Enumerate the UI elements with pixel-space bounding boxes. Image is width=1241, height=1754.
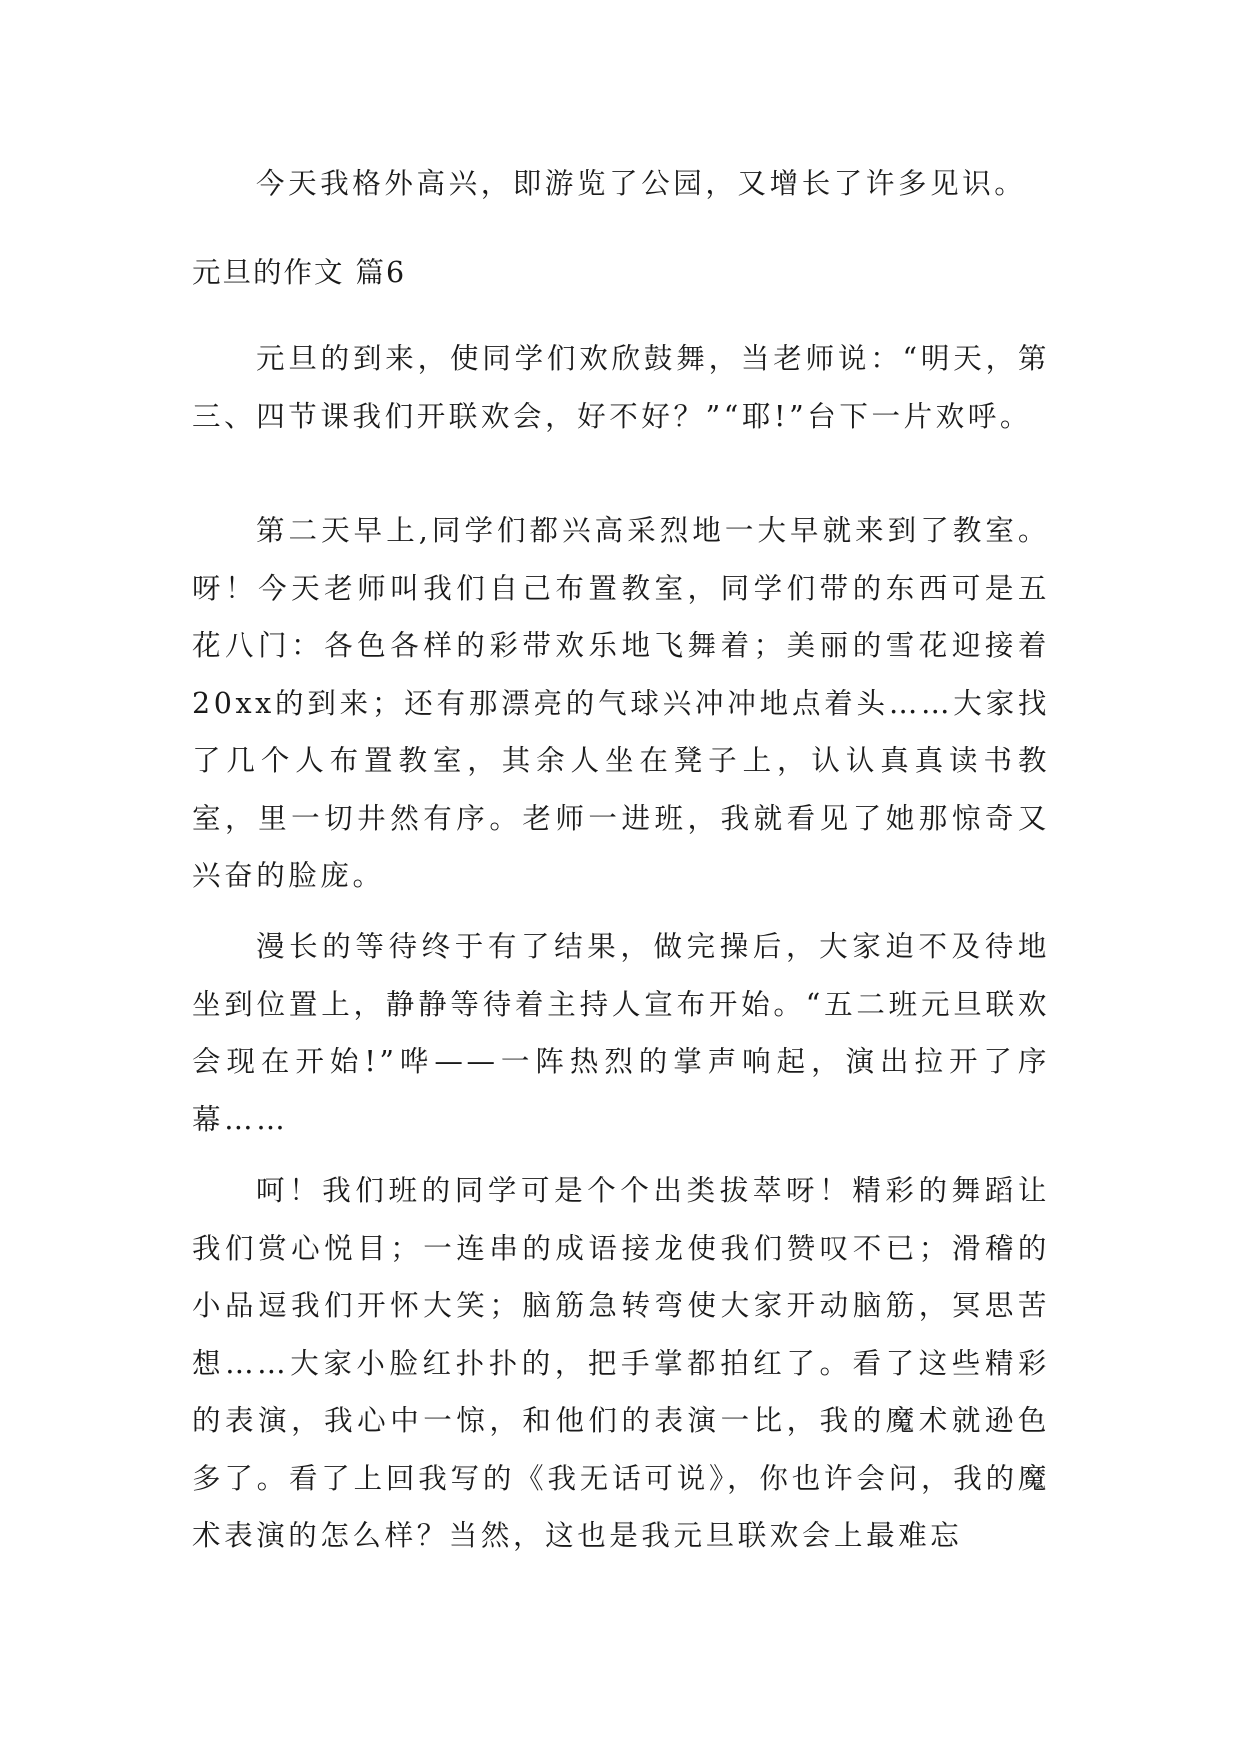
intro-paragraph: 今天我格外高兴，即游览了公园，又增长了许多见识。 <box>256 167 1027 200</box>
section-heading: 元旦的作文 篇6 <box>192 256 407 289</box>
body-paragraph: 元旦的到来，使同学们欢欣鼓舞，当老师说：“明天，第三、四节课我们开联欢会，好不好？”“耶!”台下一片欢呼。 <box>192 342 1050 433</box>
body-paragraph: 第二天早上,同学们都兴高采烈地一大早就来到了教室。呀！今天老师叫我们自己布置教室，同学们带的东西可是五花八门：各色各样的彩带欢乐地飞舞着；美丽的雪花迎接着20xx的到来；还有那漂亮的气球兴冲冲地点着头……大家找了几个人布置教室，其余人坐在凳子上，认认真真读书教室，里一切井然有序。老师一进班，我就看见了她那惊奇又兴奋的脸庞。 <box>192 514 1050 892</box>
body-paragraph: 漫长的等待终于有了结果，做完操后，大家迫不及待地坐到位置上，静静等待着主持人宣布开始。“五二班元旦联欢会现在开始!”哗——一阵热烈的掌声响起，演出拉开了序幕…… <box>192 930 1050 1136</box>
body-paragraph: 呵！我们班的同学可是个个出类拔萃呀！精彩的舞蹈让我们赏心悦目；一连串的成语接龙使我们赞叹不已；滑稽的小品逗我们开怀大笑；脑筋急转弯使大家开动脑筋，冥思苦想……大家小脸红扑扑的，把手掌都拍红了。看了这些精彩的表演，我心中一惊，和他们的表演一比，我的魔术就逊色多了。看了上回我写的《我无话可说》，你也许会问，我的魔术表演的怎么样？当然，这也是我元旦联欢会上最难忘 <box>192 1174 1050 1552</box>
